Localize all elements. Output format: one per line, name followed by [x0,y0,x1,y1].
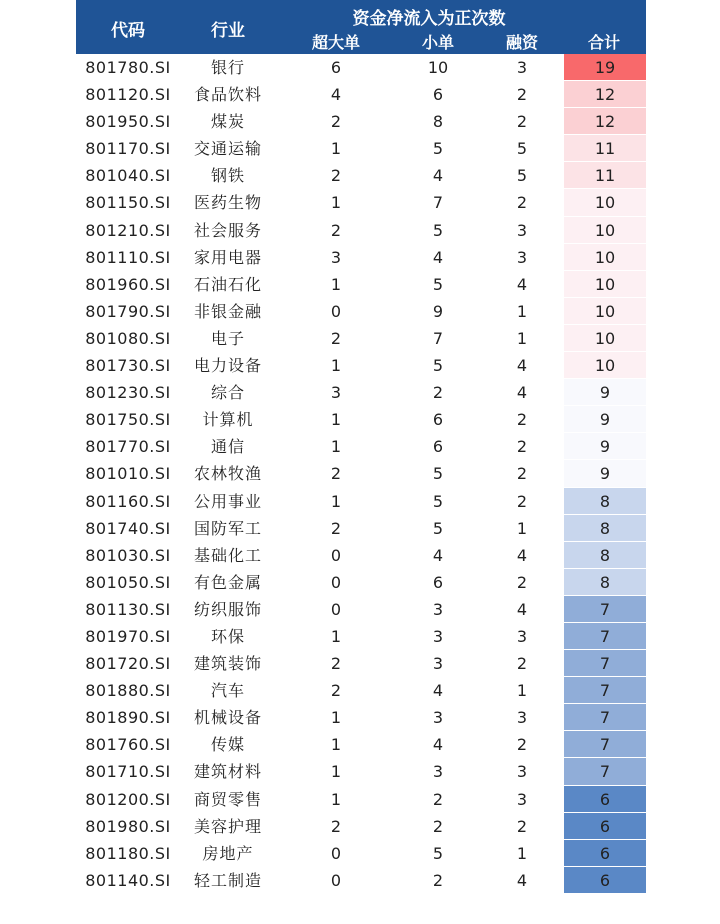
row-super-large: 2 [330,220,342,240]
row-code: 801010.SI [85,464,171,484]
table-row [76,596,646,623]
table-row [76,406,646,433]
row-code: 801790.SI [85,301,171,321]
row-code: 801230.SI [85,383,171,403]
row-total: 9 [564,406,646,433]
row-code: 801110.SI [85,247,171,267]
row-financing: 1 [516,518,528,538]
table-row [76,786,646,813]
row-total: 8 [564,569,646,596]
row-total: 7 [564,650,646,677]
row-total: 10 [564,298,646,325]
row-small: 6 [432,85,444,105]
row-small: 7 [432,193,444,213]
row-small: 3 [432,626,444,646]
row-code: 801050.SI [85,572,171,592]
row-code: 801760.SI [85,735,171,755]
row-financing: 4 [516,545,528,565]
row-total: 10 [564,271,646,298]
row-industry: 银行 [210,58,245,77]
row-total: 9 [564,460,646,487]
row-financing: 1 [516,328,528,348]
row-industry: 电子 [210,328,245,348]
row-total: 6 [564,867,646,894]
row-financing: 3 [516,58,528,77]
table-row [76,244,646,271]
row-total: 6 [564,786,646,813]
row-super-large: 3 [330,383,342,403]
table-row [76,298,646,325]
row-super-large: 2 [330,328,342,348]
row-code: 801980.SI [85,816,171,836]
row-financing: 2 [516,654,528,674]
row-industry: 煤炭 [210,112,245,132]
row-industry: 电力设备 [193,356,262,376]
header-code: 代码 [111,21,145,41]
row-industry: 计算机 [202,410,254,430]
row-code: 801730.SI [85,356,171,376]
row-total: 8 [564,488,646,515]
row-financing: 1 [516,681,528,701]
row-small: 10 [427,58,449,77]
row-small: 4 [432,247,444,267]
header-group: 资金净流入为正次数 [352,9,506,29]
row-financing: 2 [516,85,528,105]
row-super-large: 1 [330,274,342,294]
row-code: 801780.SI [85,58,171,77]
row-code: 801710.SI [85,762,171,782]
row-financing: 2 [516,464,528,484]
row-code: 801210.SI [85,220,171,240]
row-small: 3 [432,654,444,674]
header-total: 合计 [587,33,620,52]
row-code: 801080.SI [85,328,171,348]
row-super-large: 2 [330,816,342,836]
row-small: 4 [432,166,444,186]
row-total: 7 [564,677,646,704]
table-row [76,460,646,487]
table-row [76,650,646,677]
row-super-large: 1 [330,735,342,755]
table-row [76,569,646,596]
row-industry: 石油石化 [193,274,262,294]
row-industry: 美容护理 [193,816,262,836]
table-row [76,488,646,515]
row-super-large: 1 [330,708,342,728]
row-total: 7 [564,758,646,785]
row-industry: 钢铁 [210,166,245,186]
row-super-large: 2 [330,681,342,701]
row-code: 801040.SI [85,166,171,186]
row-industry: 通信 [210,437,245,457]
row-code: 801960.SI [85,274,171,294]
row-industry: 基础化工 [193,545,262,565]
row-total: 10 [564,352,646,379]
row-small: 8 [432,112,444,132]
row-industry: 食品饮料 [193,85,262,105]
row-total: 11 [564,162,646,189]
table-row [76,54,646,81]
row-code: 801170.SI [85,139,171,159]
row-industry: 农林牧渔 [193,464,262,484]
row-super-large: 1 [330,626,342,646]
table-row [76,271,646,298]
row-industry: 交通运输 [193,139,262,159]
table-row [76,433,646,460]
row-code: 801970.SI [85,626,171,646]
row-financing: 3 [516,247,528,267]
row-super-large: 1 [330,356,342,376]
header-industry: 行业 [211,21,245,41]
row-industry: 建筑材料 [193,762,262,782]
row-total: 10 [564,244,646,271]
row-small: 2 [432,870,444,890]
row-super-large: 0 [330,843,342,863]
row-total: 6 [564,813,646,840]
row-super-large: 2 [330,112,342,132]
row-total: 6 [564,840,646,867]
row-code: 801120.SI [85,85,171,105]
row-code: 801160.SI [85,491,171,511]
row-code: 801880.SI [85,681,171,701]
row-small: 4 [432,545,444,565]
row-small: 9 [432,301,444,321]
table-row [76,217,646,244]
row-code: 801130.SI [85,599,171,619]
row-industry: 轻工制造 [193,870,262,890]
row-super-large: 1 [330,193,342,213]
row-total: 8 [564,515,646,542]
row-super-large: 0 [330,301,342,321]
table-row [76,189,646,216]
row-total: 10 [564,217,646,244]
row-total: 10 [564,189,646,216]
row-code: 801150.SI [85,193,171,213]
row-small: 4 [432,681,444,701]
row-total: 12 [564,81,646,108]
row-super-large: 0 [330,545,342,565]
table-row [76,677,646,704]
row-total: 7 [564,623,646,650]
row-financing: 2 [516,572,528,592]
row-total: 12 [564,108,646,135]
row-code: 801740.SI [85,518,171,538]
row-total: 19 [564,54,646,81]
row-industry: 房地产 [202,843,254,863]
row-super-large: 0 [330,599,342,619]
row-total: 8 [564,542,646,569]
table-row [76,325,646,352]
row-financing: 3 [516,626,528,646]
row-code: 801770.SI [85,437,171,457]
row-super-large: 1 [330,789,342,809]
table-header [76,0,646,54]
header-small: 小单 [421,33,454,52]
row-small: 7 [432,328,444,348]
row-code: 801200.SI [85,789,171,809]
table-row [76,81,646,108]
row-small: 6 [432,437,444,457]
row-super-large: 2 [330,518,342,538]
row-super-large: 0 [330,870,342,890]
table-row [76,840,646,867]
row-small: 2 [432,789,444,809]
row-financing: 2 [516,816,528,836]
row-code: 801720.SI [85,654,171,674]
row-industry: 建筑装饰 [193,654,262,674]
row-industry: 公用事业 [193,491,262,511]
row-small: 5 [432,356,444,376]
table-row [76,135,646,162]
row-financing: 4 [516,274,528,294]
row-industry: 商贸零售 [193,789,262,809]
row-financing: 2 [516,193,528,213]
row-financing: 4 [516,599,528,619]
row-financing: 4 [516,383,528,403]
row-total: 7 [564,596,646,623]
row-super-large: 2 [330,166,342,186]
row-industry: 非银金融 [193,301,262,321]
row-small: 5 [432,518,444,538]
table-row [76,352,646,379]
row-super-large: 1 [330,491,342,511]
row-small: 3 [432,708,444,728]
row-code: 801180.SI [85,843,171,863]
table-row [76,379,646,406]
row-small: 5 [432,491,444,511]
row-industry: 纺织服饰 [193,599,262,619]
row-financing: 4 [516,870,528,890]
row-financing: 2 [516,410,528,430]
row-super-large: 3 [330,247,342,267]
row-small: 6 [432,410,444,430]
row-financing: 1 [516,301,528,321]
table-row [76,813,646,840]
row-small: 6 [432,572,444,592]
row-super-large: 4 [330,85,342,105]
table-row [76,108,646,135]
row-financing: 5 [516,166,528,186]
row-total: 7 [564,731,646,758]
row-financing: 2 [516,735,528,755]
fund-flow-table [76,0,646,894]
row-industry: 综合 [210,383,245,403]
row-super-large: 1 [330,437,342,457]
row-small: 5 [432,464,444,484]
row-super-large: 1 [330,410,342,430]
table-row [76,867,646,894]
row-industry: 环保 [210,626,245,646]
row-financing: 5 [516,139,528,159]
header-financing: 融资 [505,33,538,52]
table-row [76,623,646,650]
row-small: 5 [432,843,444,863]
row-code: 801030.SI [85,545,171,565]
row-small: 4 [432,735,444,755]
table-row [76,162,646,189]
row-industry: 有色金属 [193,572,262,592]
row-industry: 国防军工 [193,518,262,538]
row-financing: 1 [516,843,528,863]
row-total: 9 [564,379,646,406]
row-super-large: 1 [330,139,342,159]
table-body [76,54,646,894]
row-super-large: 0 [330,572,342,592]
row-financing: 3 [516,789,528,809]
row-industry: 家用电器 [193,247,262,267]
row-industry: 机械设备 [193,708,262,728]
table-row [76,758,646,785]
header-super-large: 超大单 [311,33,360,52]
row-financing: 3 [516,220,528,240]
row-code: 801890.SI [85,708,171,728]
row-small: 3 [432,599,444,619]
row-code: 801950.SI [85,112,171,132]
table-row [76,515,646,542]
row-code: 801750.SI [85,410,171,430]
row-financing: 3 [516,762,528,782]
row-industry: 社会服务 [193,220,262,240]
table-row [76,731,646,758]
row-industry: 医药生物 [193,193,262,213]
table-row [76,542,646,569]
row-financing: 4 [516,356,528,376]
row-industry: 汽车 [210,681,245,701]
row-super-large: 2 [330,654,342,674]
row-super-large: 1 [330,762,342,782]
row-small: 5 [432,220,444,240]
row-total: 7 [564,704,646,731]
row-financing: 2 [516,491,528,511]
row-industry: 传媒 [210,735,245,755]
row-small: 2 [432,816,444,836]
row-small: 5 [432,274,444,294]
row-financing: 2 [516,112,528,132]
table-row [76,704,646,731]
row-total: 10 [564,325,646,352]
row-financing: 2 [516,437,528,457]
row-small: 2 [432,383,444,403]
row-total: 9 [564,433,646,460]
row-financing: 3 [516,708,528,728]
row-super-large: 2 [330,464,342,484]
row-small: 5 [432,139,444,159]
row-code: 801140.SI [85,870,171,890]
row-small: 3 [432,762,444,782]
row-total: 11 [564,135,646,162]
row-super-large: 6 [330,58,342,77]
